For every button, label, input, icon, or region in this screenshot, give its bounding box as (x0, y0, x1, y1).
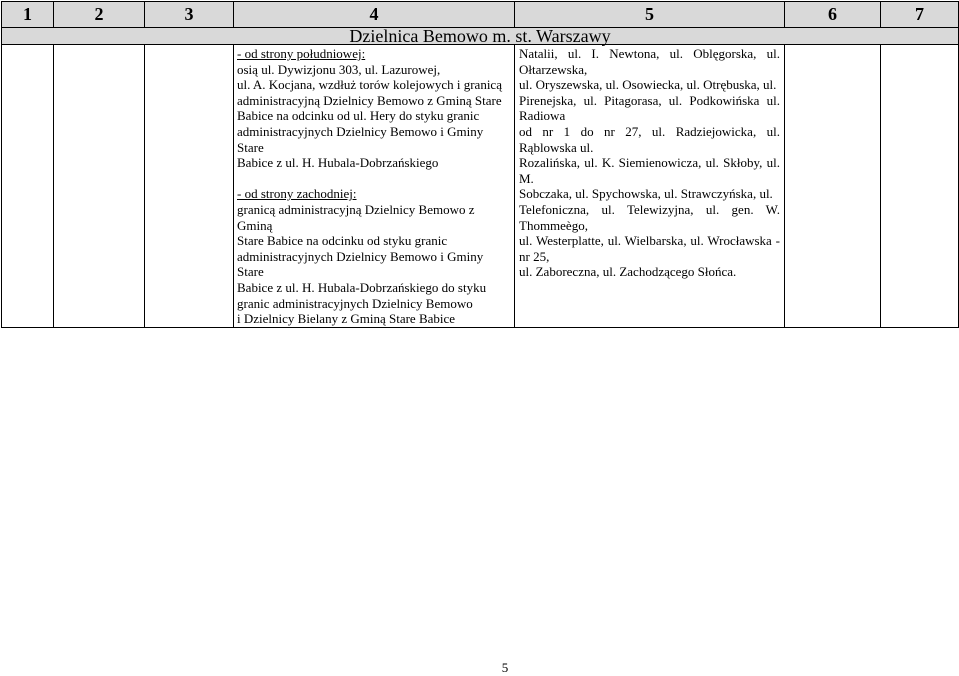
cell-col-7 (881, 45, 959, 328)
west-boundary-line: granic administracyjnych Dzielnicy Bemowo (237, 295, 473, 311)
boundary-description-cell (234, 45, 515, 328)
column-number-1: 1 (2, 2, 54, 28)
column-number-5: 5 (515, 2, 785, 28)
cell-col-2 (54, 45, 145, 328)
boundary-description (234, 45, 514, 327)
column-number-4: 4 (234, 2, 515, 28)
streets-list-cell (515, 45, 785, 328)
streets-line: Pirenejska, ul. Pitagorasa, ul. Podkowińska ul. Radiowa (519, 92, 780, 124)
cell-col-6 (785, 45, 881, 328)
cell-col-3 (145, 45, 234, 328)
column-number-row (2, 2, 959, 28)
district-content-row (2, 45, 959, 328)
south-boundary-line: Babice na odcinku od ul. Hery do styku granic (237, 108, 480, 124)
streets-line: Sobczaka, ul. Spychowska, ul. Strawczyńska, ul. (519, 186, 773, 202)
west-boundary-heading: - od strony zachodniej: (237, 186, 357, 202)
column-number-2: 2 (54, 2, 145, 28)
district-title-row (2, 28, 959, 45)
column-number-3: 3 (145, 2, 234, 28)
west-boundary-line: granicą administracyjną Dzielnicy Bemowo z Gminą (237, 201, 475, 233)
streets-line: ul. Westerplatte, ul. Wielbarska, ul. Wrocławska - nr 25, (519, 233, 780, 264)
streets-list (515, 45, 784, 280)
south-boundary-line: administracyjnych Dzielnicy Bemowo i Gminy Stare (237, 123, 484, 155)
west-boundary-line: Babice z ul. H. Hubala-Dobrzańskiego do styku (237, 279, 487, 295)
streets-line: Rozalińska, ul. K. Siemienowicza, ul. Skłoby, ul. M. (519, 155, 780, 186)
streets-line: od nr 1 do nr 27, ul. Radziejowicka, ul. Rąblowska ul. (519, 123, 780, 155)
column-number-7: 7 (881, 2, 959, 28)
streets-line: ul. Zaboreczna, ul. Zachodzącego Słońca. (519, 264, 737, 280)
streets-line: Natalii, ul. I. Newtona, ul. Oblęgorska, ul. Ołtarzewska, (519, 46, 780, 77)
page-number: 5 (501, 660, 509, 675)
streets-line: ul. Oryszewska, ul. Osowiecka, ul. Otrębuska, ul. (519, 77, 777, 93)
west-boundary-line: i Dzielnicy Bielany z Gminą Stare Babice (237, 311, 456, 327)
south-boundary-line: administracyjną Dzielnicy Bemowo z Gminą Stare (237, 92, 502, 108)
south-boundary-line: osią ul. Dywizjonu 303, ul. Lazurowej, (237, 61, 441, 77)
paragraph-gap (237, 171, 510, 187)
west-boundary-line: Stare Babice na odcinku od styku granic (237, 233, 448, 249)
streets-line: Telefoniczna, ul. Telewizyjna, ul. gen. W. Thommeègo, (519, 201, 780, 233)
west-boundary-line: administracyjnych Dzielnicy Bemowo i Gminy Stare (237, 248, 484, 280)
district-title: Dzielnica Bemowo m. st. Warszawy (2, 28, 959, 45)
south-boundary-line: Babice z ul. H. Hubala-Dobrzańskiego (237, 155, 439, 171)
south-boundary-line: ul. A. Kocjana, wzdłuż torów kolejowych i granicą (237, 77, 502, 93)
south-boundary-heading: - od strony południowej: (237, 46, 366, 61)
cell-col-1 (2, 45, 54, 328)
district-table (1, 1, 959, 328)
column-number-6: 6 (785, 2, 881, 28)
